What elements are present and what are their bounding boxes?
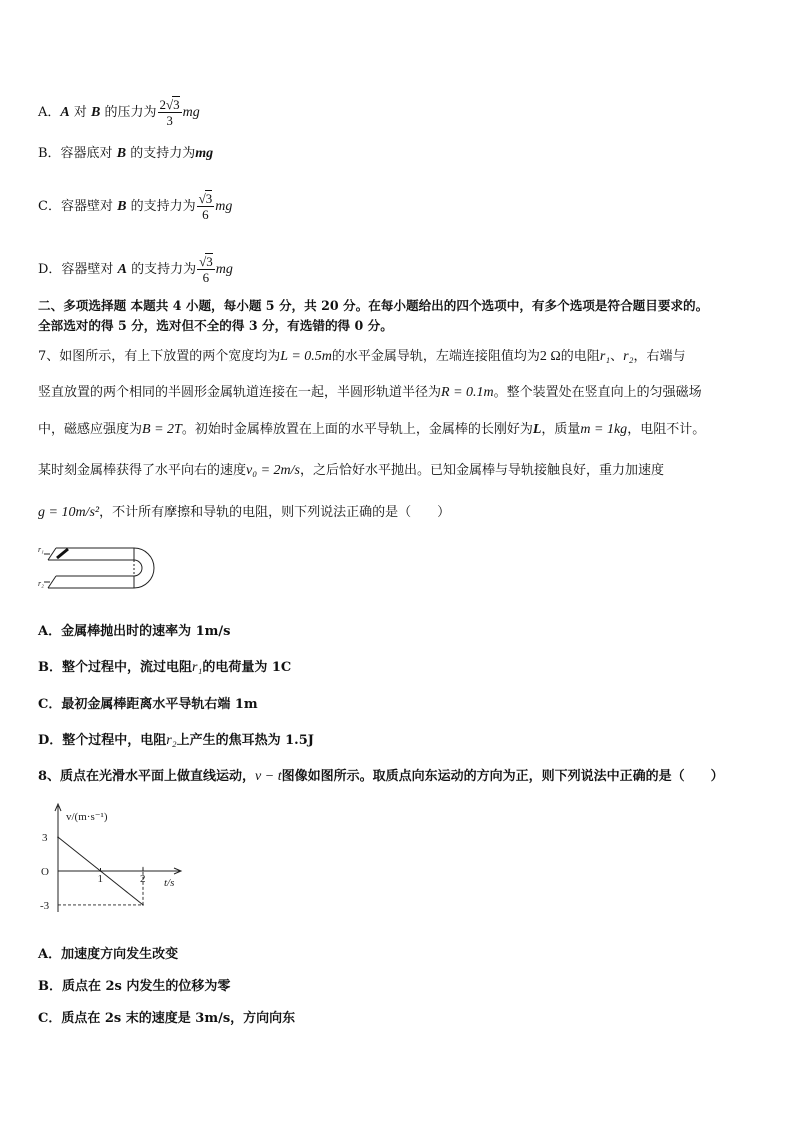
fraction-sqrt3-over-6: $\frac{√3}{6}$ xyxy=(198,191,213,222)
q7-stem-line5: g = 10m/s²，不计所有摩擦和导轨的电阻，则下列说法正确的是（ ） xyxy=(38,505,451,520)
lower-rail xyxy=(48,576,134,588)
option-a-prev: A．A 对 B 的压力为 $\frac{2√3}{3}$ mg xyxy=(38,97,200,128)
fig-label-r2: r₂ xyxy=(38,579,44,588)
x-tick-label: 1 xyxy=(97,873,103,885)
x-axis-label: t/s xyxy=(164,877,175,889)
metal-rod xyxy=(57,549,68,558)
section-heading: 二、多项选择题 本题共 4 小题，每小题 5 分，共 20 分。在每小题给出的四个选项中，有多个选项是符合题目要求的。 xyxy=(38,298,709,313)
q7-stem-line1: 7、如图所示，有上下放置的两个宽度均为L = 0.5m的水平金属导轨，左端连接阻值均为2 Ω的电阻r₁、r₂，右端与 xyxy=(38,349,686,364)
option-a-var-a: A xyxy=(60,105,70,120)
q7-stem-line2: 竖直放置的两个相同的半圆形金属轨道连接在一起，半圆形轨道半径为R = 0.1m。整个装置处在竖直向上的匀强磁场 xyxy=(38,385,702,400)
q7-option-c: C．最初金属棒距离水平导轨右端 1m xyxy=(38,697,258,712)
fraction-sqrt3-over-6: $\frac{√3}{6}$ xyxy=(199,254,213,285)
y-tick-label: -3 xyxy=(40,899,50,912)
q7-rail-figure xyxy=(38,538,158,602)
option-d-prev: D．容器壁对 A 的支持力为 $\frac{√3}{6}$ mg xyxy=(38,254,233,285)
q7-option-a: A．金属棒抛出时的速率为 1m/s xyxy=(38,624,231,639)
option-b-prev: B．容器底对 B 的支持力为mg xyxy=(38,146,214,161)
q7-stem-line4: 某时刻金属棒获得了水平向右的速度v₀ = 2m/s，之后恰好水平抛出。已知金属棒与导轨接触良好，重力加速度 xyxy=(38,463,665,478)
origin-label: O xyxy=(41,866,49,878)
q8-option-c: C．质点在 2s 末的速度是 3m/s，方向向东 xyxy=(38,1011,296,1026)
x-tick-label: 2 xyxy=(140,873,146,885)
semicircle-inner xyxy=(134,560,142,576)
y-axis-label: v/(m·s⁻¹) xyxy=(66,811,108,823)
data-point xyxy=(57,836,59,838)
q8-option-b: B．质点在 2s 内发生的位移为零 xyxy=(38,979,231,994)
section-instructions: 全部选对的得 5 分，选对但不全的得 3 分，有选错的得 0 分。 xyxy=(38,318,393,333)
fraction-2sqrt3-over-3: $\frac{2√3}{3}$ xyxy=(159,97,180,128)
q7-option-b: B．整个过程中，流过电阻r₁的电荷量为 1C xyxy=(38,660,292,675)
semicircle-outer xyxy=(134,548,154,588)
option-c-prev: C．容器壁对 B 的支持力为 $\frac{√3}{6}$ mg xyxy=(38,191,233,222)
q8-stem: 8、质点在光滑水平面上做直线运动，v − t图像如图所示。取质点向东运动的方向为正，则下列说法中正确的是（ ） xyxy=(38,769,724,784)
q8-vt-chart xyxy=(38,800,198,915)
fig-label-r1: r₁ xyxy=(38,545,44,554)
q7-option-d: D．整个过程中，电阻r₂上产生的焦耳热为 1.5J xyxy=(38,733,314,748)
q8-option-a: A．加速度方向发生改变 xyxy=(38,947,179,962)
option-a-var-b: B xyxy=(91,105,101,120)
y-tick-label: 3 xyxy=(42,832,48,845)
q7-stem-line3: 中，磁感应强度为B = 2T。初始时金属棒放置在上面的水平导轨上，金属棒的长刚好为L，质量m = 1kg，电阻不计。 xyxy=(38,422,706,437)
